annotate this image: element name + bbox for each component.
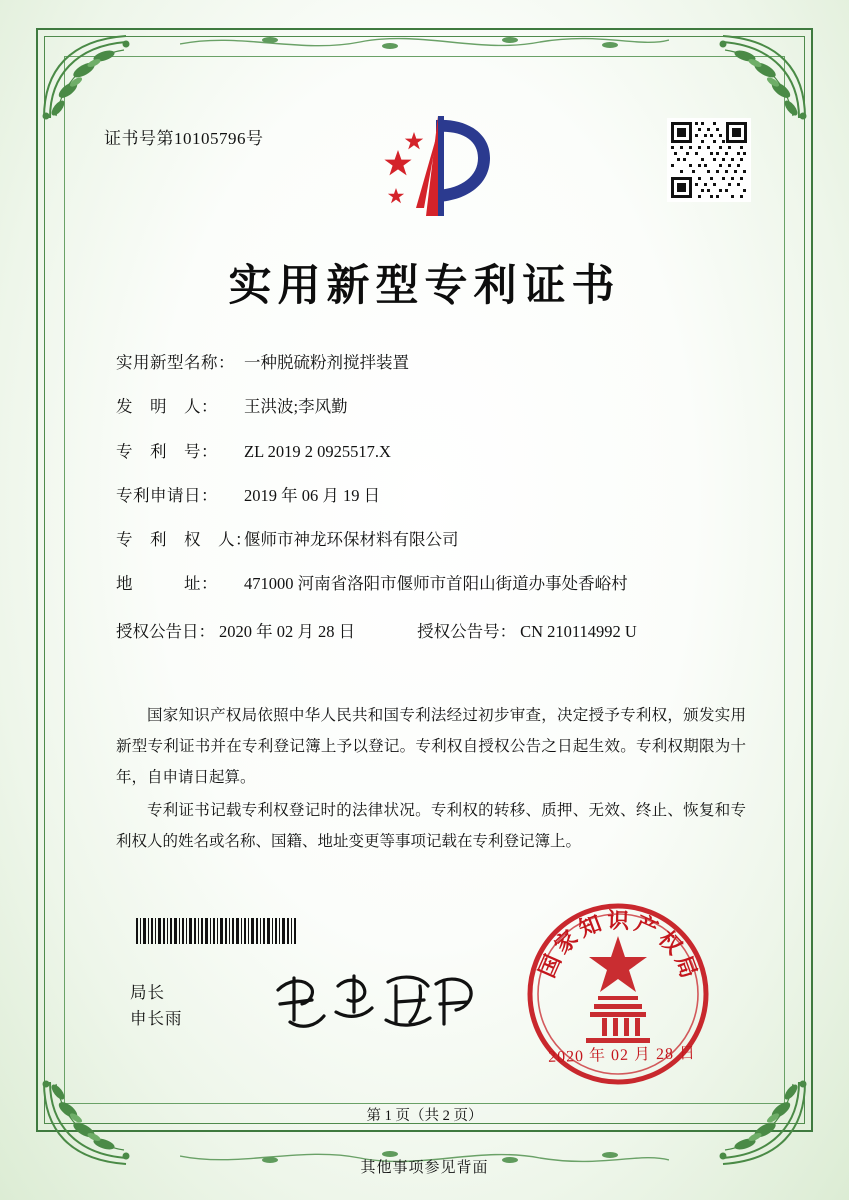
signature-handwriting-icon: [268, 960, 478, 1040]
field-address: [116, 573, 756, 595]
field-value: 王洪波;李风勤: [244, 397, 348, 417]
field-value: ZL 2019 2 0925517.X: [244, 441, 391, 461]
field-patentee: [116, 529, 756, 551]
field-label: 专 利 号：: [116, 441, 218, 461]
field-value: 一种脱硫粉剂搅拌装置: [244, 353, 409, 372]
fields-block: [116, 352, 756, 654]
page-number: 第 1 页（共 2 页）: [366, 1108, 483, 1124]
field-label: 实用新型名称：: [116, 353, 235, 372]
field-value: 偃师市神龙环保材料有限公司: [244, 530, 459, 550]
field-patent-number: [116, 441, 756, 463]
svg-text:国家知识产权局: 国家知识产权局: [534, 907, 704, 986]
page-title: 实用新型专利证书: [228, 261, 621, 311]
field-label: 专 利 权 人：: [116, 530, 252, 550]
field-inventor: [116, 396, 756, 418]
field-label: 发 明 人：: [116, 397, 218, 417]
grant-date-value: 2020 年 02 月 28 日: [219, 621, 356, 641]
legal-text-block: [116, 700, 746, 859]
footer-note: 其他事项参见背面: [360, 1160, 489, 1176]
field-grant-row: [116, 618, 756, 642]
field-label: 地 址：: [116, 574, 218, 594]
field-value: 471000 河南省洛阳市偃师市首阳山街道办事处香峪村: [244, 574, 628, 594]
field-value: 2019 年 06 月 19 日: [244, 485, 381, 505]
director-title-label: 局长: [130, 983, 165, 1002]
grant-number-value: CN 210114992 U: [520, 621, 637, 641]
cnipa-emblem-icon: [372, 112, 508, 224]
qr-code-icon: [667, 118, 751, 202]
signature-block: [130, 980, 183, 1031]
grant-number-label: 授权公告号：: [417, 621, 517, 641]
director-name-label: 申长雨: [130, 1008, 183, 1028]
field-application-date: [116, 485, 756, 507]
seal-date: 2020 年 02 月 28 日: [547, 1045, 697, 1066]
paragraph-1: 国家知识产权局依照中华人民共和国专利法经过初步审查，决定授予专利权，颁发实用新型专利证书并在专利登记簿上予以登记。专利权自授权公告之日起生效。专利权期限为十年，自申请日起算。: [116, 707, 746, 786]
paragraph-2: 专利证书记载专利权登记时的法律状况。专利权的转移、质押、无效、终止、恢复和专利权人的姓名或名称、国籍、地址变更等事项记载在专利登记簿上。: [116, 802, 746, 850]
field-utility-model-name: [116, 352, 756, 374]
grant-date-label: 授权公告日：: [116, 621, 215, 641]
certificate-number: 证书号第10105796号: [104, 129, 264, 148]
barcode: [136, 918, 296, 944]
field-label: 专利申请日：: [116, 485, 218, 505]
